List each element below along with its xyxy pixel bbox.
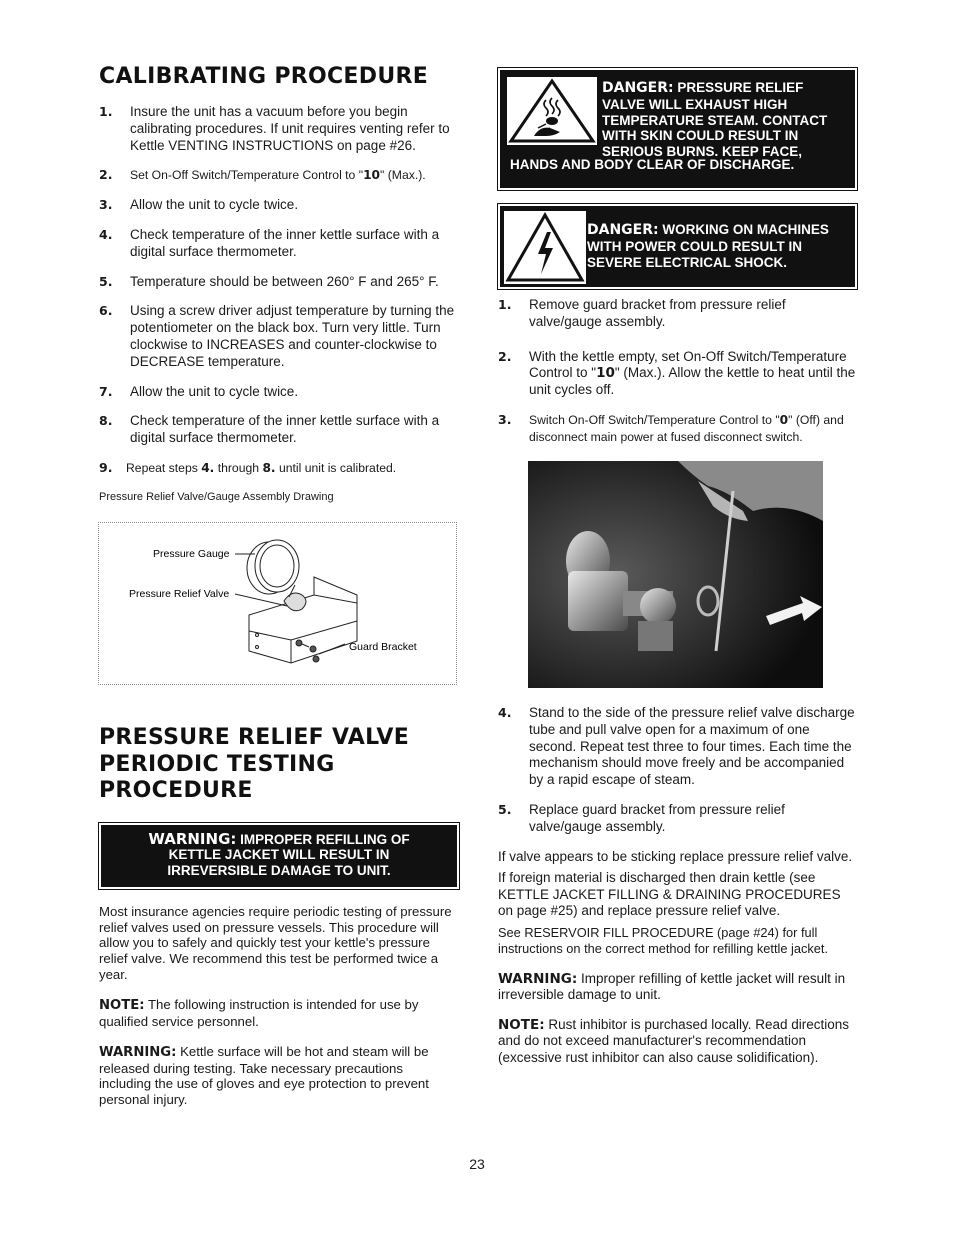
- danger1-line: WITH SKIN COULD RESULT IN: [602, 128, 799, 144]
- page-number: 23: [469, 1156, 485, 1172]
- step-text: Temperature should be between 260° F and 265° F.: [130, 273, 439, 289]
- step-number: 7.: [99, 383, 113, 399]
- step-text: Allow the unit to cycle twice.: [130, 197, 299, 213]
- right-steps-bottom: [498, 705, 856, 1066]
- cal-step-2: [99, 167, 457, 184]
- testing-intro: Most insurance agencies require periodic testing of pressure relief valves used on pressure vessels. This procedure will allow you to safely and quickly test your kettle's pressure relief valve. We recommend this test be performed twice a year.: [99, 903, 452, 982]
- danger2-line: WITH POWER COULD RESULT IN: [587, 238, 802, 254]
- cal-step-7: [99, 384, 457, 401]
- step-number: 6.: [99, 303, 113, 319]
- right-steps-top: [498, 297, 856, 446]
- step-text: Insure the unit has a vacuum before you begin calibrating procedures. If unit requires venting refer to Kettle VENTING INSTRUCTIONS on page #26.: [130, 104, 450, 153]
- step-text: " (Off) and disconnect main power at fused disconnect switch.: [529, 412, 844, 444]
- note-text: The following instruction is intended for use by qualified service personnel.: [99, 997, 419, 1030]
- step-text: Replace guard bracket from pressure relief valve/gauge assembly.: [529, 801, 785, 834]
- drawing-caption: Pressure Relief Valve/Gauge Assembly Drawing: [99, 490, 334, 503]
- step-bold-value: 4.: [201, 460, 215, 475]
- danger-electric-box: [500, 206, 855, 287]
- left-column: [99, 64, 457, 504]
- danger1-line: VALVE WILL EXHAUST HIGH: [602, 96, 788, 112]
- valve-photo: [528, 461, 823, 688]
- danger1-last: HANDS AND BODY CLEAR OF DISCHARGE.: [510, 157, 795, 172]
- cal-step-5: [99, 274, 457, 291]
- assembly-diagram: [99, 523, 456, 684]
- danger2-text: [587, 222, 852, 270]
- danger1-text: [602, 80, 852, 160]
- danger2-line: SEVERE ELECTRICAL SHOCK.: [587, 254, 788, 270]
- testing-title: [99, 725, 457, 805]
- step-number: 5.: [498, 801, 512, 817]
- step-number: 2.: [498, 348, 512, 364]
- test-step-4: [498, 705, 856, 789]
- danger2-line: WORKING ON MACHINES: [662, 222, 829, 237]
- title-line: PERIODIC TESTING: [99, 751, 335, 777]
- step-number: 3.: [99, 197, 113, 213]
- step-text: " (Max.). Allow the kettle to heat until the unit cycles off.: [529, 365, 856, 398]
- test-step-2: [498, 349, 856, 399]
- right-para-1: If valve appears to be sticking replace pressure relief valve.: [498, 848, 853, 864]
- right-note: [498, 1017, 856, 1067]
- danger2-lead: DANGER:: [587, 222, 659, 238]
- title-line: PRESSURE RELIEF VALVE: [99, 725, 410, 750]
- valve-gauge-drawing: [98, 522, 457, 685]
- step-number: 4.: [99, 226, 113, 242]
- warning-line: KETTLE JACKET WILL RESULT IN: [168, 847, 390, 863]
- step-text: until unit is calibrated.: [275, 460, 397, 475]
- warning-label: WARNING:: [99, 1044, 177, 1060]
- danger-steam-box: [500, 70, 855, 188]
- step-text: Using a screw driver adjust temperature by turning the potentiometer on the black box. Turn very little. Turn clockwise to INCREASES and counter-clockwise to DECREASE temperature.: [130, 303, 455, 369]
- test-step-3: [498, 412, 856, 446]
- warning-text: Improper refilling of kettle jacket will result in irreversible damage to unit.: [498, 970, 846, 1003]
- step-number: 8.: [99, 413, 113, 429]
- test-step-1: [498, 297, 856, 331]
- step-text: Allow the unit to cycle twice.: [130, 383, 299, 399]
- cal-step-8: [99, 413, 457, 447]
- warning-text: Kettle surface will be hot and steam will be released during testing. Take necessary precautions including the use of gloves and eye protection to prevent personal injury.: [99, 1043, 429, 1107]
- step-text: Check temperature of the inner kettle surface with a digital surface thermometer.: [130, 226, 440, 259]
- step-text: Repeat steps: [126, 460, 202, 475]
- step-bold-value: 10: [363, 168, 381, 183]
- label-pressure-relief-valve: Pressure Relief Valve: [129, 588, 230, 600]
- test-step-5: [498, 802, 856, 836]
- hot-steam-hand-icon: [507, 77, 597, 145]
- step-text: Check temperature of the inner kettle surface with a digital surface thermometer.: [130, 413, 440, 446]
- step-text: Switch On-Off Switch/Temperature Control to ": [529, 412, 780, 427]
- step-text: Set On-Off Switch/Temperature Control to ": [130, 168, 364, 183]
- testing-warning: [99, 1044, 457, 1108]
- danger1-lead: DANGER:: [602, 80, 674, 96]
- title-line: PROCEDURE: [99, 778, 253, 803]
- right-warning: [498, 971, 856, 1004]
- label-pressure-gauge: Pressure Gauge: [153, 548, 230, 560]
- step-number: 1.: [498, 297, 512, 312]
- danger1-line: TEMPERATURE STEAM. CONTACT: [602, 112, 828, 128]
- note-label: NOTE:: [99, 998, 145, 1014]
- danger1-line: SERIOUS BURNS. KEEP FACE,: [602, 144, 803, 160]
- right-para-3: See RESERVOIR FILL PROCEDURE (page #24) for full instructions on the correct method for refilling kettle jacket.: [498, 924, 829, 957]
- step-number: 5.: [99, 273, 113, 289]
- step-number: 2.: [99, 167, 113, 183]
- label-guard-bracket: Guard Bracket: [349, 641, 417, 653]
- warning-line: IRREVERSIBLE DAMAGE TO UNIT.: [167, 863, 391, 879]
- step-text: through: [214, 460, 263, 475]
- right-para-2: If foreign material is discharged then drain kettle (see KETTLE JACKET FILLING & DRAINING PROCEDURES on page #25) and replace pressure relief valve.: [498, 870, 841, 919]
- calibrating-title: CALIBRATING PROCEDURE: [99, 64, 429, 89]
- step-bold-value: 0: [779, 412, 789, 427]
- warning-label: WARNING:: [498, 970, 578, 987]
- danger1-line: HANDS AND BODY CLEAR OF DISCHARGE: [510, 157, 791, 172]
- step-number: 1.: [99, 104, 113, 119]
- step-text: With the kettle empty, set On-Off Switch/Temperature Control to ": [529, 348, 847, 381]
- warning-box: [101, 825, 457, 887]
- danger1-line: PRESSURE RELIEF: [677, 80, 804, 95]
- cal-step-1: [99, 104, 457, 154]
- step-bold-value: 8.: [262, 460, 276, 475]
- electric-shock-icon: [504, 211, 586, 284]
- cal-step-9: [99, 460, 457, 477]
- testing-section: [99, 725, 457, 1108]
- cal-step-4: [99, 227, 457, 261]
- step-text: Stand to the side of the pressure relief valve discharge tube and pull valve open for a maximum of one second. Repeat test three to four times. Each time the mechanism should move freely and be accompanied by a rapid escape of steam.: [529, 705, 855, 788]
- step-number: 4.: [498, 705, 512, 720]
- step-text: Remove guard bracket from pressure relief valve/gauge assembly.: [529, 297, 786, 329]
- warning-line: IMPROPER REFILLING OF: [240, 831, 410, 847]
- step-text: " (Max.).: [380, 168, 426, 183]
- step-number: 3.: [498, 411, 512, 427]
- note-text: Rust inhibitor is purchased locally. Read directions and do not exceed manufacturer's recommendation (excessive rust inhibitor can also cause solidification).: [498, 1016, 850, 1065]
- warning-lead: WARNING:: [148, 829, 237, 848]
- cal-step-6: [99, 303, 457, 370]
- cal-step-3: [99, 197, 457, 214]
- step-bold-value: 10: [596, 365, 615, 382]
- step-number: 9.: [99, 459, 113, 475]
- testing-note: [99, 997, 457, 1029]
- note-label: NOTE:: [498, 1016, 545, 1033]
